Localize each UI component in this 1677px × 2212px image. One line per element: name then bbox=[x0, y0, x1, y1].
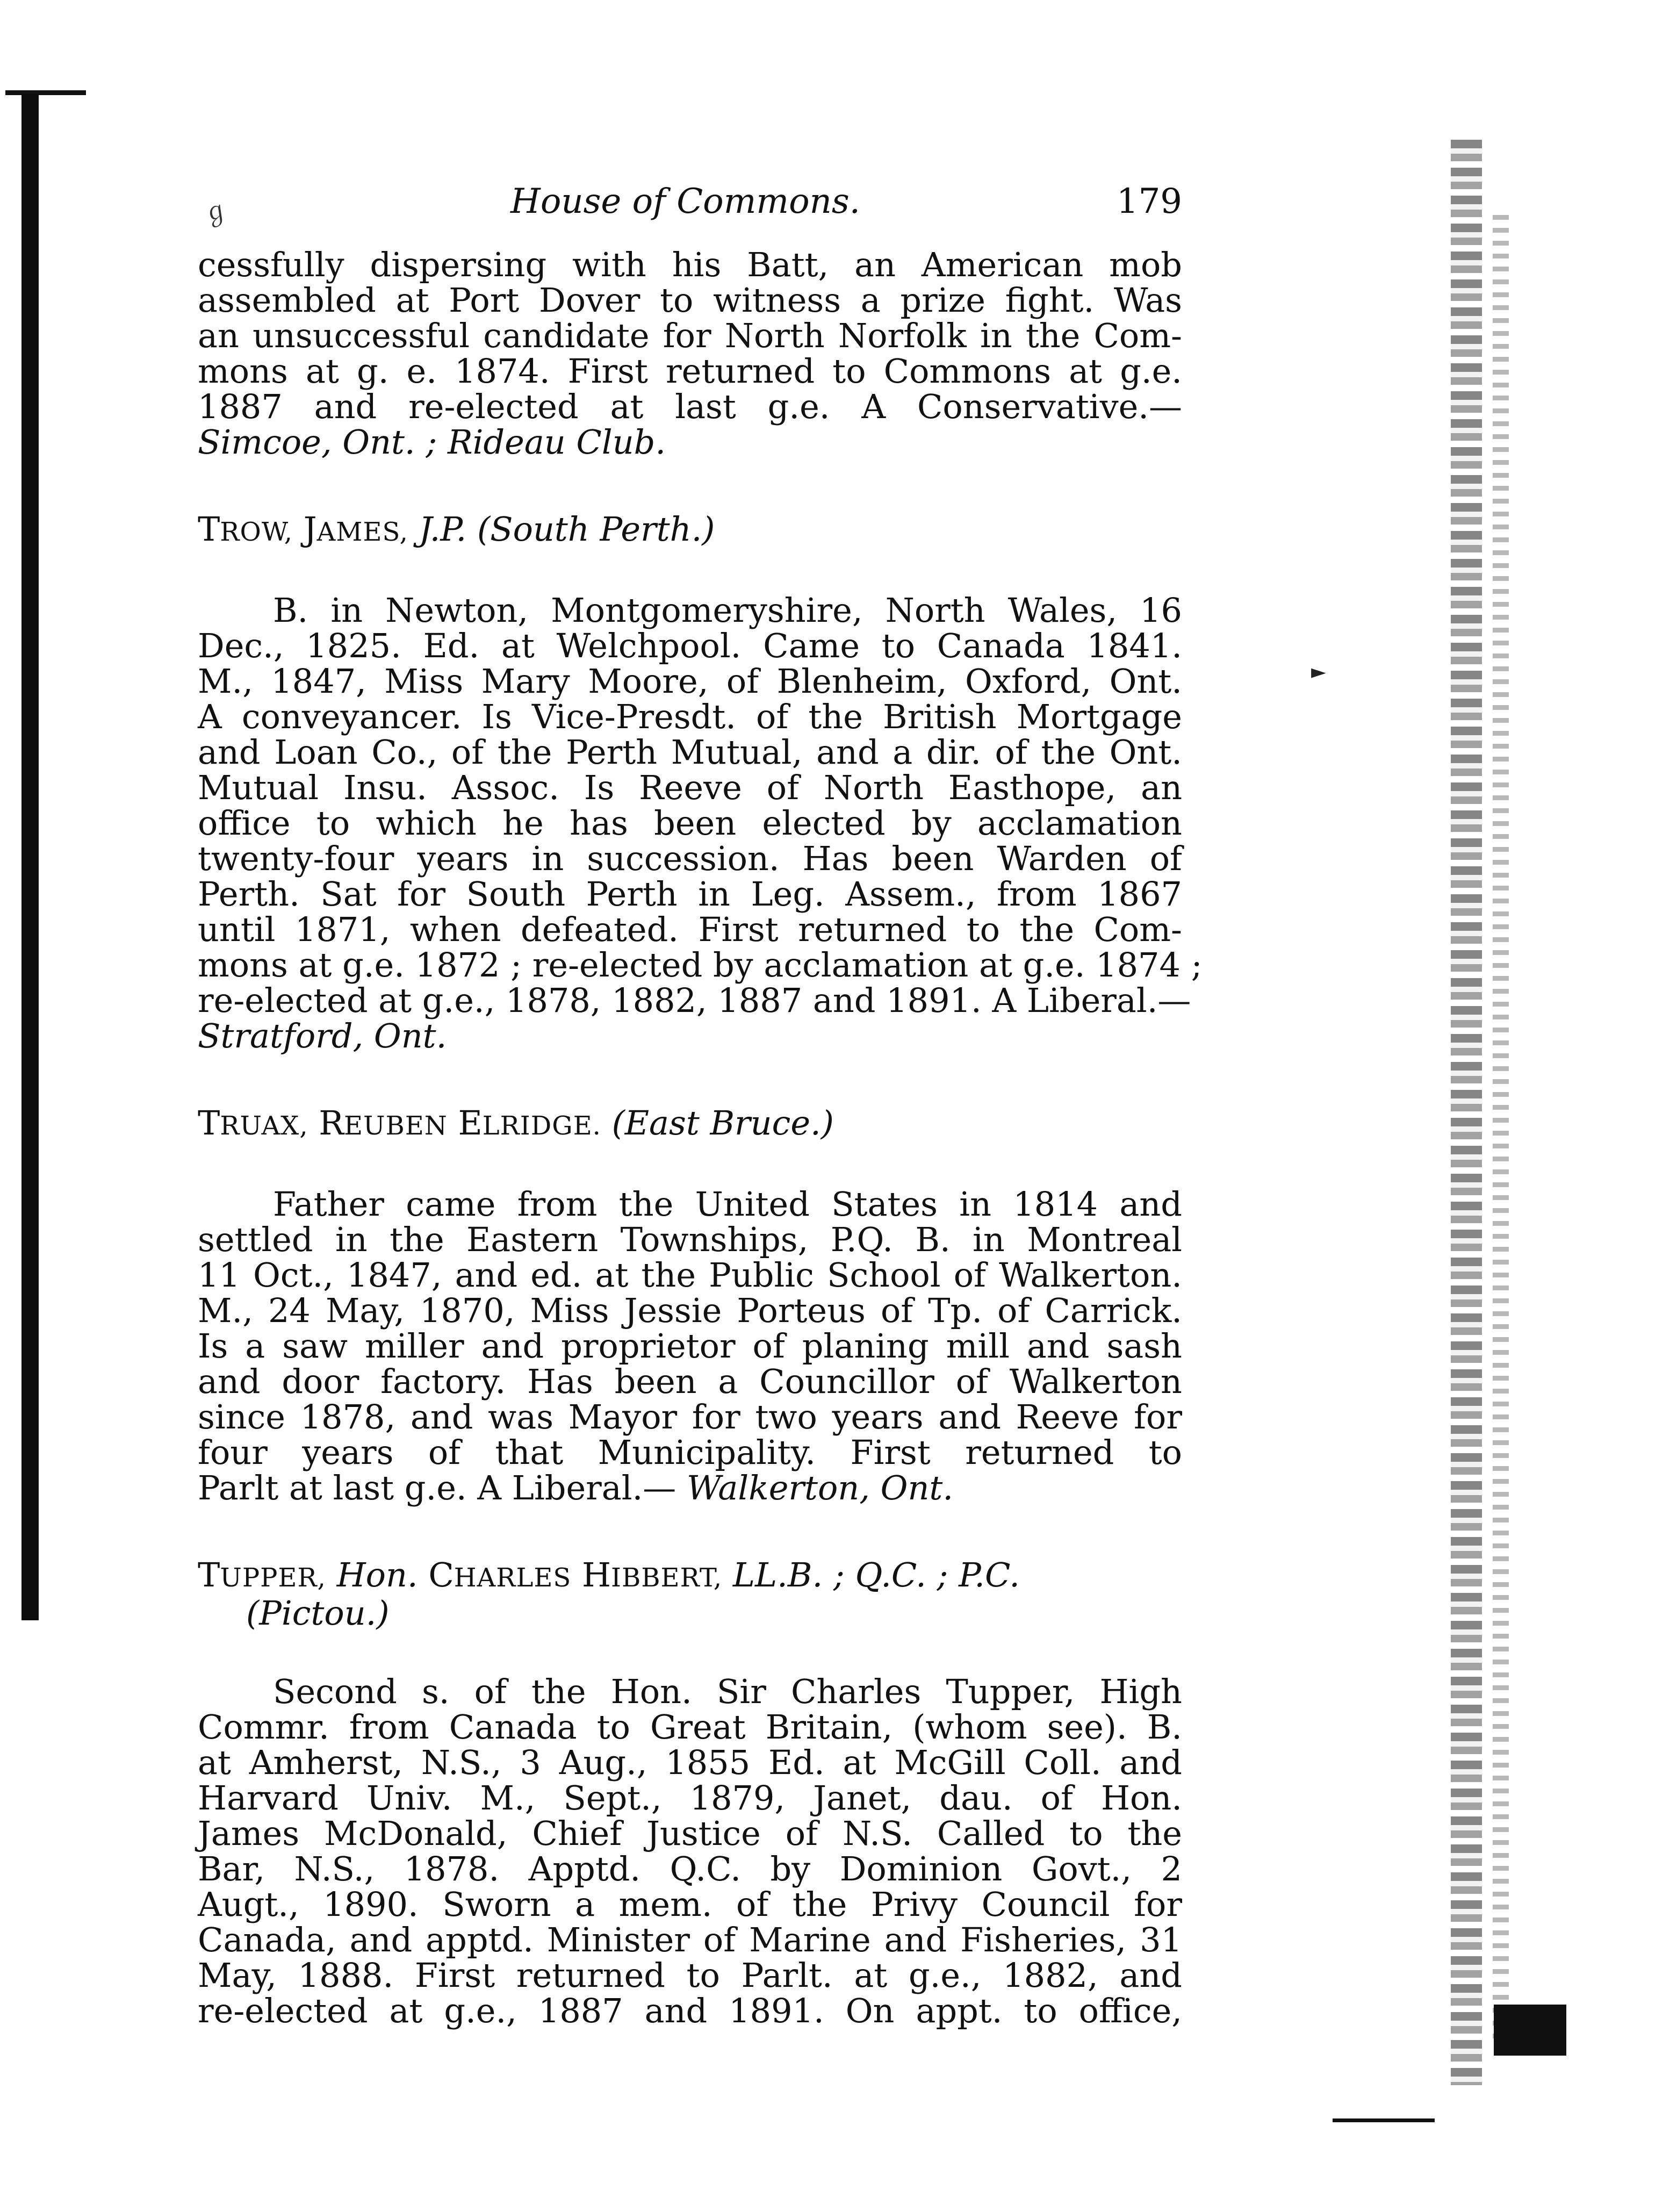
binding-edge-cap bbox=[5, 90, 86, 95]
text-line: Parlt at last g.e. A Liberal.— Walkerton, Ont. bbox=[198, 1468, 954, 1507]
text-line: B. in Newton, Montgomeryshire, North Wales, 16 bbox=[273, 591, 1182, 630]
text-line: assembled at Port Dover to witness a prize fight. Was bbox=[198, 281, 1182, 320]
text-line: and door factory. Has been a Councillor of Walkerton bbox=[198, 1362, 1182, 1401]
text-line: office to which he has been elected by acclamation bbox=[198, 803, 1182, 843]
entry-constituency-line bbox=[198, 1593, 1182, 1633]
text-line: A conveyancer. Is Vice-Presdt. of the British Mortgage bbox=[198, 697, 1182, 736]
text-line: Harvard Univ. M., Sept., 1879, Janet, dau. of Hon. bbox=[198, 1778, 1182, 1818]
scan-rule-mark bbox=[1333, 2118, 1435, 2122]
text-line: Perth. Sat for South Perth in Leg. Assem., from 1867 bbox=[198, 874, 1182, 914]
text-line: at Amherst, N.S., 3 Aug., 1855 Ed. at McGill Coll. and bbox=[198, 1743, 1182, 1782]
entry-constituency: (Pictou.) bbox=[246, 1593, 390, 1633]
text-line: settled in the Eastern Townships, P.Q. B. in Montreal bbox=[198, 1220, 1182, 1259]
margin-pencil-mark-icon: ℊ bbox=[198, 193, 233, 231]
entry-address: Simcoe, Ont. ; Rideau Club. bbox=[198, 422, 666, 462]
text-line: re-elected at g.e., 1887 and 1891. On appt. to office, bbox=[198, 1991, 1182, 2030]
entry-address: Stratford, Ont. bbox=[198, 1016, 447, 1055]
entry-heading-trow: TROW, JAMES, J.P. (South Perth.) bbox=[198, 509, 715, 549]
entry-honorific: Hon. bbox=[336, 1555, 418, 1595]
text-line: since 1878, and was Mayor for two years and Reeve for bbox=[198, 1397, 1182, 1437]
text-line: Dec., 1825. Ed. at Welchpool. Came to Canada 1841. bbox=[198, 626, 1182, 665]
facing-page-edge-texture bbox=[1493, 215, 1509, 2042]
text-line: Is a saw miller and proprietor of planing mill and sash bbox=[198, 1326, 1182, 1366]
text-line: mons at g. e. 1874. First returned to Commons at g.e. bbox=[198, 351, 1182, 391]
text-line: four years of that Municipality. First returned to bbox=[198, 1433, 1182, 1472]
text-line: 1887 and re-elected at last g.e. A Conservative.— bbox=[198, 387, 1182, 426]
entry-constituency: (South Perth.) bbox=[477, 509, 715, 549]
margin-arrow-icon: ► bbox=[1311, 661, 1326, 683]
running-title: House of Commons. bbox=[510, 182, 860, 221]
text-line: Mutual Insu. Assoc. Is Reeve of North Easthope, an bbox=[198, 768, 1182, 807]
entry-heading-truax: TRUAX, REUBEN ELRIDGE. (East Bruce.) bbox=[198, 1103, 834, 1143]
running-header bbox=[199, 182, 1182, 230]
text-line: Bar, N.S., 1878. Apptd. Q.C. by Dominion Govt., 2 bbox=[198, 1849, 1182, 1888]
text-line: May, 1888. First returned to Parlt. at g.e., 1882, and bbox=[198, 1956, 1182, 1995]
text-line: 11 Oct., 1847, and ed. at the Public School of Walkerton. bbox=[198, 1255, 1182, 1295]
text-line: twenty-four years in succession. Has been Warden of bbox=[198, 839, 1182, 878]
page-body bbox=[198, 245, 1203, 2030]
text-line: cessfully dispersing with his Batt, an American mob bbox=[198, 245, 1182, 284]
text-line: re-elected at g.e., 1878, 1882, 1887 and 1891. A Liberal.— bbox=[198, 981, 1191, 1020]
entry-constituency: (East Bruce.) bbox=[611, 1103, 834, 1143]
text-line: James McDonald, Chief Justice of N.S. Called to the bbox=[198, 1814, 1182, 1853]
text-line: an unsuccessful candidate for North Norfolk in the Com- bbox=[198, 316, 1182, 355]
scan-dark-block bbox=[1494, 2005, 1566, 2056]
text-line: mons at g.e. 1872 ; re-elected by acclamation at g.e. 1874 ; bbox=[198, 945, 1203, 985]
facing-page-edge bbox=[1451, 140, 1482, 2085]
text-line: Father came from the United States in 1814 and bbox=[273, 1184, 1182, 1224]
text-line: Commr. from Canada to Great Britain, (whom see). B. bbox=[198, 1707, 1182, 1747]
entry-titles: J.P. bbox=[419, 509, 467, 549]
text-line: M., 24 May, 1870, Miss Jessie Porteus of Tp. of Carrick. bbox=[198, 1291, 1182, 1330]
entry-heading-tupper: TUPPER, Hon. CHARLES HIBBERT, LL.B. ; Q.C. ; P.C. bbox=[198, 1555, 1020, 1595]
entry-titles: LL.B. ; Q.C. ; P.C. bbox=[732, 1555, 1020, 1595]
text-line: and Loan Co., of the Perth Mutual, and a dir. of the Ont. bbox=[198, 732, 1182, 772]
text-line: until 1871, when defeated. First returned to the Com- bbox=[198, 910, 1182, 949]
text-line: Canada, and apptd. Minister of Marine and Fisheries, 31 bbox=[198, 1920, 1182, 1959]
text-line: M., 1847, Miss Mary Moore, of Blenheim, Oxford, Ont. bbox=[198, 662, 1182, 701]
entry-address: Walkerton, Ont. bbox=[687, 1468, 954, 1507]
binding-edge-shadow bbox=[21, 94, 39, 1620]
text-line: Second s. of the Hon. Sir Charles Tupper, High bbox=[273, 1672, 1182, 1711]
text-line: Augt., 1890. Sworn a mem. of the Privy Council for bbox=[198, 1885, 1182, 1924]
page-number: 179 bbox=[1116, 182, 1182, 221]
